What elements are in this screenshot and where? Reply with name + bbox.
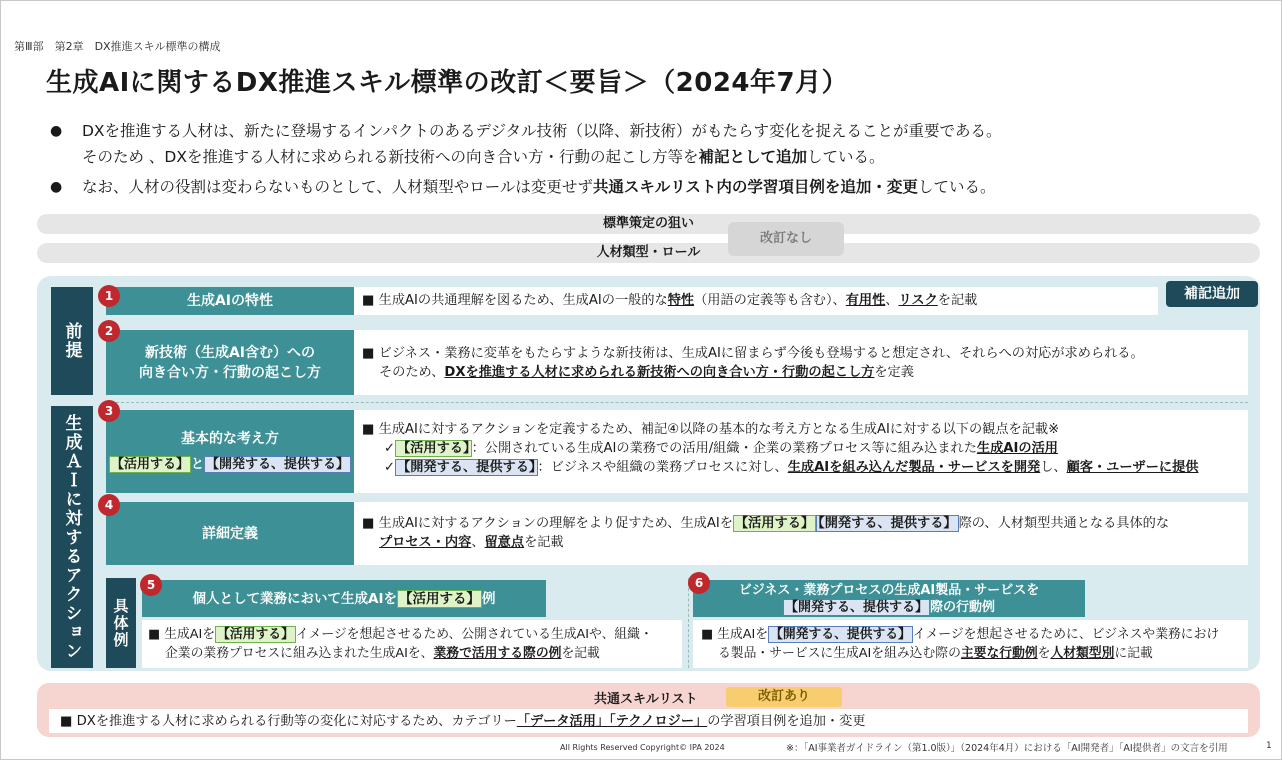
bullet-1-emphasis: 補記として追加 bbox=[698, 148, 807, 166]
number-badge-4: 4 bbox=[98, 494, 120, 516]
copyright: All Rights Reserved Copyright© IPA 2024 bbox=[560, 743, 725, 752]
side-action: 生成ＡＩに対するアクション bbox=[51, 406, 93, 668]
row-2-description: ■ ビジネス・業務に変革をもたらすような新技術は、生成AIに留まらず今後も登場すると想定され、それらへの対応が求められる。 そのため、DXを推進する人材に求められる新技術への向き合い方・行動の起こし方を定義 bbox=[362, 346, 1144, 380]
band-role: 人材類型・ロール bbox=[37, 243, 1260, 263]
bullet-1-line1: DXを推進する人材は、新たに登場するインパクトのあるデジタル技術（以降、新技術）がもたらす変化を捉えることが重要である。 bbox=[82, 122, 1002, 140]
page-title: 生成AIに関するDX推進スキル標準の改訂＜要旨＞（2024年7月） bbox=[46, 68, 849, 98]
bullet-2-text: なお、人材の役割は変わらないものとして、人材類型やロールは変更せず bbox=[82, 178, 593, 196]
footnote: ※：「AI事業者ガイドライン（第1.0版）」（2024年4月）における「AI開発者」「AI提供者」の文言を引用 bbox=[786, 743, 1228, 754]
page-number: 1 bbox=[1266, 741, 1272, 751]
side-premise: 前提 bbox=[51, 287, 93, 395]
row-1-label: 生成AIの特性 bbox=[106, 287, 354, 315]
number-badge-2: 2 bbox=[98, 320, 120, 342]
number-badge-3: 3 bbox=[98, 400, 120, 422]
number-badge-5: 5 bbox=[140, 574, 162, 596]
row-5-description: ■ 生成AIを 【活用する】 イメージを想起させるため、公開されている生成AIや、組織・ 企業の業務プロセスに組み込まれた生成AIを、業務で活用する際の例を記載 bbox=[148, 627, 653, 661]
bullet-dot-icon: ● bbox=[50, 123, 63, 139]
skill-list-title: 共通スキルリスト bbox=[594, 692, 698, 707]
check-icon: ✓ bbox=[384, 460, 396, 475]
divider bbox=[688, 578, 689, 668]
row-1-description: ■ 生成AIの共通理解を図るため、生成AIの一般的な特性（用語の定義等も含む）、有用性、リスクを記載 bbox=[362, 293, 978, 308]
check-icon: ✓ bbox=[384, 441, 396, 456]
supplement-tag: 補記追加 bbox=[1166, 281, 1258, 307]
band-goal: 標準策定の狙い bbox=[37, 214, 1260, 234]
revised-badge: 改訂あり bbox=[726, 687, 842, 707]
bullet-2-tail: している。 bbox=[917, 178, 996, 196]
row-6-label: ビジネス・業務プロセスの生成AI製品・サービスを 【開発する、提供する】 際の行動例 bbox=[693, 580, 1085, 617]
bullet-1 bbox=[50, 118, 1270, 170]
row-6-description: ■ 生成AIを 【開発する、提供する】 イメージを想起させるために、ビジネスや業務におけ る製品・サービスに生成AIを組み込む際の主要な行動例を人材類型別に記載 bbox=[701, 627, 1220, 661]
row-5-label: 個人として業務において生成AIを 【活用する】 例 bbox=[142, 580, 546, 617]
row-2-label: 新技術（生成AI含む）への 向き合い方・行動の起こし方 bbox=[106, 330, 354, 395]
breadcrumb: 第Ⅲ部 第2章 DX推進スキル標準の構成 bbox=[14, 40, 221, 53]
skill-list-description: ■ DXを推進する人材に求められる行動等の変化に対応するため、カテゴリー「データ活用」「テクノロジー」の学習項目例を追加・変更 bbox=[60, 714, 866, 729]
bullet-2 bbox=[50, 174, 1270, 200]
row-4-description: ■ 生成AIに対するアクションの理解をより促すため、生成AIを 【活用する】 【開発する、提供する】 際の、人材類型共通となる具体的な プロセス・内容、留意点を記載 bbox=[362, 516, 1170, 550]
row-3-description: ■ 生成AIに対するアクションを定義するため、補記④以降の基本的な考え方となる生成AIに対する以下の観点を記載※ ✓ 【活用する】 ：公開されている生成AIの業務での活用/組織・企業の業務プロセス等に組み込まれた生成AIの活用 ✓ 【開発する、提供する】 ：ビジネスや組織の業務プロセスに対し、生成AIを組み込んだ製品・サービスを開発し、顧客・ユーザーに提供 bbox=[362, 422, 1199, 475]
divider bbox=[106, 402, 1248, 403]
bullet-2-emphasis: 共通スキルリスト内の学習項目例を追加・変更 bbox=[592, 178, 918, 196]
bullet-1-tail: している。 bbox=[807, 148, 885, 166]
row-4-label: 詳細定義 bbox=[106, 502, 354, 565]
bullet-1-line2: そのため 、DXを推進する人材に求められる新技術への向き合い方・行動の起こし方等を bbox=[82, 148, 699, 166]
row-3-label: 基本的な考え方 【活用する】 と 【開発する、提供する】 bbox=[106, 410, 354, 493]
summary-bullets bbox=[50, 118, 1270, 200]
side-concrete: 具体例 bbox=[106, 578, 136, 668]
bullet-dot-icon: ● bbox=[50, 179, 63, 195]
number-badge-1: 1 bbox=[98, 285, 120, 307]
number-badge-6: 6 bbox=[688, 572, 710, 594]
no-change-badge: 改訂なし bbox=[728, 222, 844, 256]
